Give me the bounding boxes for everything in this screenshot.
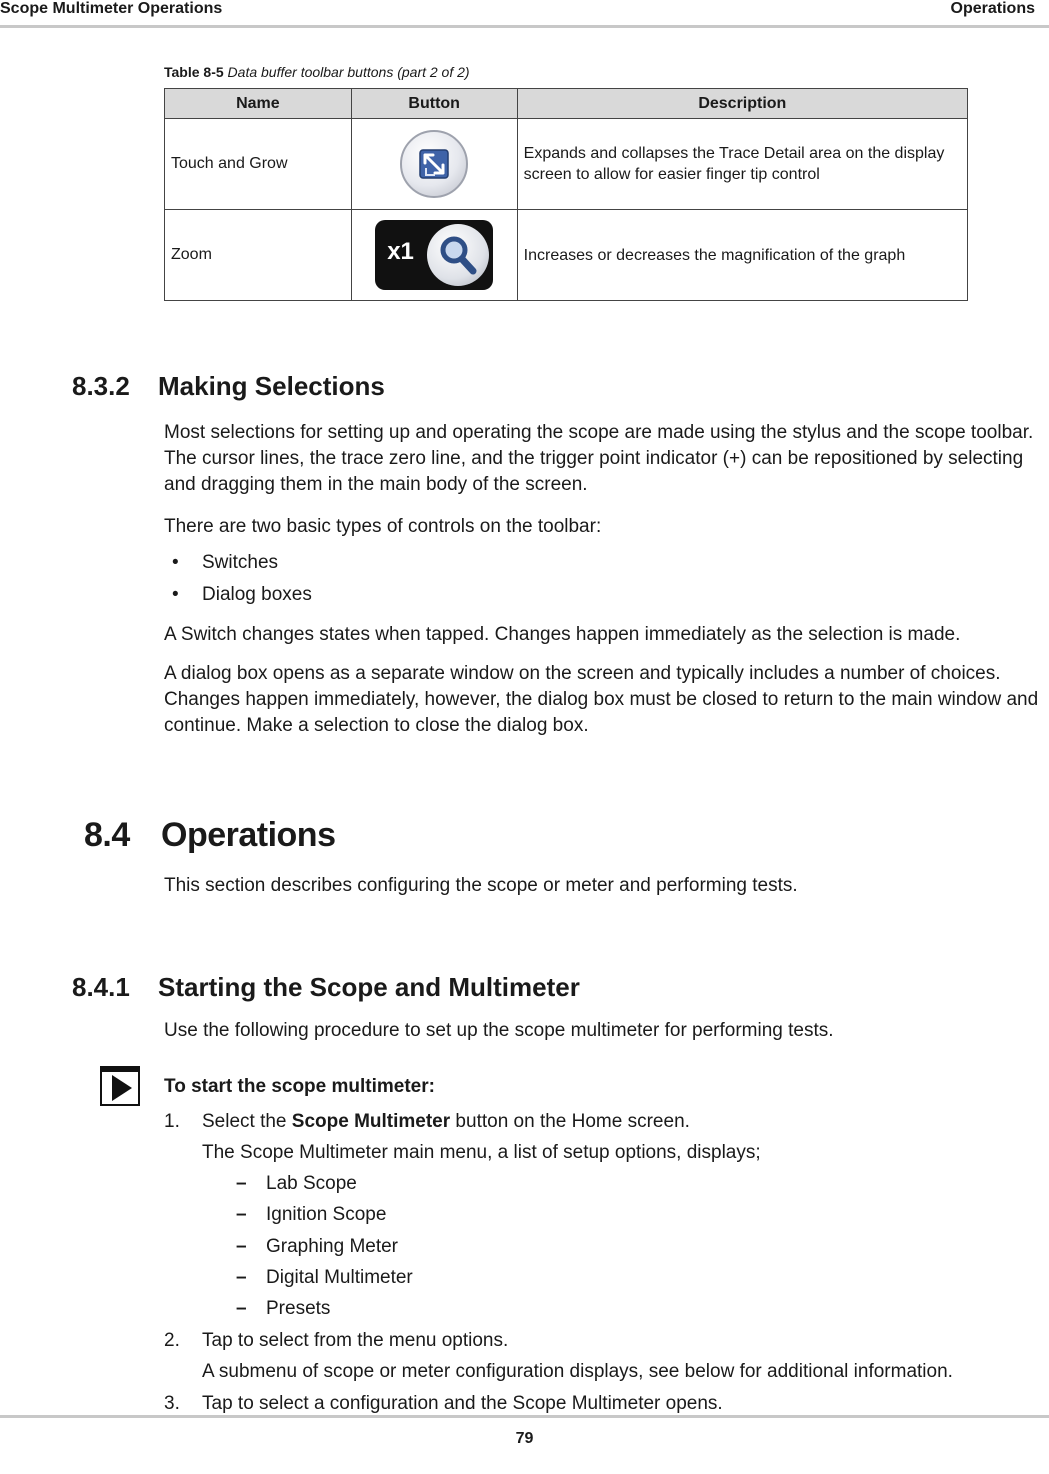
paragraph: A dialog box opens as a separate window on the screen and typically includes a number of choices. Changes happen immediately, however, the dialog box must be closed to return to the main window and continue. Make a selection to close the dialog box.	[164, 663, 1039, 736]
zoom-icon	[375, 220, 493, 290]
table-row	[165, 210, 968, 301]
data-buffer-toolbar-table	[164, 88, 968, 301]
step-number: 3.	[164, 1393, 180, 1414]
menu-list-item	[232, 1236, 398, 1258]
paragraph: There are two basic types of controls on the toolbar:	[164, 516, 602, 537]
procedure-step	[164, 1111, 690, 1133]
section-title: Making Selections	[158, 371, 385, 401]
paragraph: Use the following procedure to set up the scope multimeter for performing tests.	[164, 1020, 834, 1041]
step-text-post: button on the Home screen.	[450, 1111, 690, 1132]
paragraph: A Switch changes states when tapped. Changes happen immediately as the selection is made.	[164, 624, 961, 645]
menu-item-text: Graphing Meter	[266, 1236, 399, 1257]
header-section-title: Operations	[950, 0, 1035, 17]
bullet-mark: •	[172, 552, 179, 573]
column-header-button: Button	[351, 89, 517, 119]
menu-list-item	[232, 1267, 413, 1289]
procedure-arrow-icon	[100, 1066, 140, 1106]
row-button	[351, 119, 517, 210]
section-number: 8.3.2	[72, 371, 130, 401]
section-title: Operations	[161, 816, 336, 854]
menu-list-item	[232, 1173, 357, 1195]
bullet-text: Dialog boxes	[202, 584, 312, 605]
table-caption-label: Table 8-5	[164, 64, 224, 80]
step-text: Tap to select a configuration and the Scope Multimeter opens.	[202, 1393, 723, 1414]
procedure-step	[164, 1393, 723, 1415]
dash-mark: –	[236, 1298, 247, 1319]
column-header-name: Name	[165, 89, 352, 119]
column-header-description: Description	[517, 89, 967, 119]
step-text-pre: Select the	[202, 1111, 292, 1132]
paragraph: Most selections for setting up and operating the scope are made using the stylus and the scope toolbar. The cursor lines, the trace zero line, and the trigger point indicator (+) can be repositioned by selecting and dragging them in the main body of the screen.	[164, 422, 1034, 495]
step-text-bold: Scope Multimeter	[291, 1111, 451, 1132]
page-number: 79	[515, 1430, 534, 1447]
row-description: Increases or decreases the magnification of the graph	[517, 210, 967, 301]
section-8-4-heading	[84, 816, 335, 855]
table-caption-text: Data buffer toolbar buttons (part 2 of 2)	[227, 64, 470, 80]
step-note: A submenu of scope or meter configuration displays, see below for additional information.	[202, 1361, 953, 1382]
touch-and-grow-icon	[400, 130, 468, 198]
paragraph: This section describes configuring the scope or meter and performing tests.	[164, 875, 798, 896]
menu-list-item	[232, 1204, 386, 1226]
header-chapter-title: Scope Multimeter Operations	[0, 0, 223, 17]
table-row	[165, 119, 968, 210]
step-text: Tap to select from the menu options.	[202, 1330, 509, 1351]
procedure-title: To start the scope multimeter:	[164, 1076, 435, 1097]
row-name: Zoom	[165, 210, 352, 301]
header-rule	[0, 25, 1049, 28]
section-title: Starting the Scope and Multimeter	[158, 972, 580, 1002]
magnifier-icon	[427, 224, 489, 286]
step-note: The Scope Multimeter main menu, a list of setup options, displays;	[202, 1142, 761, 1163]
dash-mark: –	[236, 1267, 247, 1288]
section-8-4-1-heading	[72, 972, 580, 1003]
procedure-step	[164, 1330, 508, 1352]
section-number: 8.4.1	[72, 972, 130, 1002]
row-button	[351, 210, 517, 301]
bullet-item	[172, 552, 278, 574]
table-caption	[164, 64, 470, 80]
zoom-level-label: x1	[387, 238, 414, 265]
dash-mark: –	[236, 1204, 247, 1225]
dash-mark: –	[236, 1173, 247, 1194]
dash-mark: –	[236, 1236, 247, 1257]
section-number: 8.4	[84, 816, 130, 854]
footer-rule	[0, 1415, 1049, 1418]
bullet-item	[172, 584, 312, 606]
row-description: Expands and collapses the Trace Detail area on the display screen to allow for easier finger tip control	[517, 119, 967, 210]
step-number: 2.	[164, 1330, 180, 1351]
table-header-row	[165, 89, 968, 119]
row-name: Touch and Grow	[165, 119, 352, 210]
menu-list-item	[232, 1298, 330, 1320]
menu-item-text: Ignition Scope	[266, 1204, 387, 1225]
section-8-3-2-heading	[72, 371, 385, 402]
menu-item-text: Presets	[266, 1298, 331, 1319]
menu-item-text: Lab Scope	[266, 1173, 357, 1194]
bullet-text: Switches	[202, 552, 279, 573]
page-header	[0, 0, 1049, 28]
step-number: 1.	[164, 1111, 180, 1132]
bullet-mark: •	[172, 584, 179, 605]
menu-item-text: Digital Multimeter	[266, 1267, 413, 1288]
